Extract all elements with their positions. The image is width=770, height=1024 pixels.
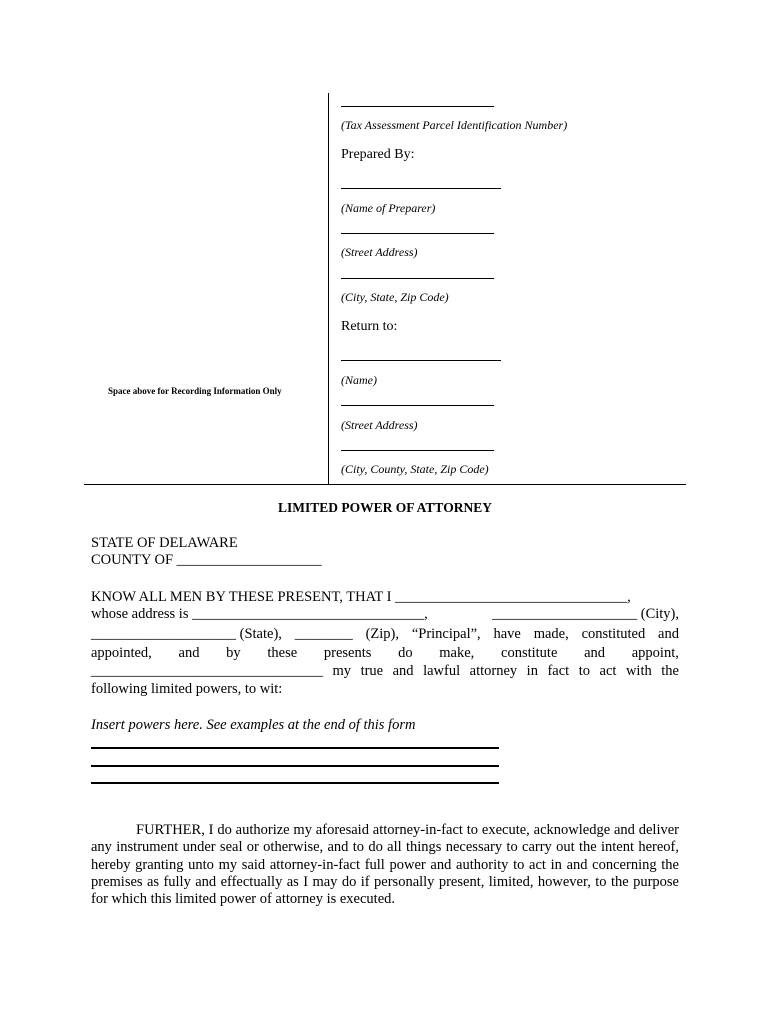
address-line-part: whose address is ________________________________, (91, 606, 428, 622)
word: by (226, 645, 241, 661)
preparer-street-label: (Street Address) (341, 245, 418, 259)
following-powers-line: following limited powers, to wit: (91, 681, 283, 697)
word: attorney (469, 663, 518, 679)
document-title: LIMITED POWER OF ATTORNEY (278, 500, 492, 515)
word: true (360, 663, 384, 679)
word: the (661, 663, 679, 679)
word: make, (439, 645, 475, 661)
word: ________ (294, 626, 353, 642)
word: fact (547, 663, 570, 679)
address-line (91, 606, 679, 623)
word: my (332, 663, 352, 679)
word: and (392, 663, 414, 679)
word: and (178, 645, 200, 661)
word: constituted (581, 626, 646, 642)
word: ________________________________ (91, 663, 323, 679)
recording-block-bottom-rule (84, 484, 686, 485)
word: appoint, (631, 645, 679, 661)
return-street-blank[interactable] (341, 405, 494, 406)
word: these (267, 645, 298, 661)
preparer-city-blank[interactable] (341, 278, 494, 279)
preparer-name-blank[interactable] (341, 188, 501, 189)
return-street-label: (Street Address) (341, 418, 418, 432)
word: in (526, 663, 538, 679)
word: ____________________ (State), (91, 626, 282, 642)
parcel-number-label: (Tax Assessment Parcel Identification Number) (341, 118, 568, 132)
powers-entry-line-1[interactable] (91, 747, 499, 749)
word: and (658, 626, 679, 642)
return-city-blank[interactable] (341, 450, 494, 451)
insert-powers-instruction: Insert powers here. See examples at the end of this form (91, 717, 416, 733)
state-zip-line (91, 626, 679, 643)
preparer-city-label: (City, State, Zip Code) (341, 290, 449, 304)
return-city-label: (City, County, State, Zip Code) (341, 462, 489, 476)
further-paragraph: FURTHER, I do authorize my aforesaid attorney-in-fact to execute, acknowledge and deliver any instrument under seal or otherwise, and to do all things necessary to carry out the intent hereof, hereby granting unto my said attorney-in-fact full power and authority to act in and concerning the premises as fully and effectually as I may do if personally present, limited, however, to the purpose for which this limited power of attorney is executed. (91, 822, 679, 908)
word: have (493, 626, 521, 642)
prepared-by-heading: Prepared By: (341, 147, 415, 162)
attorney-line (91, 663, 679, 680)
address-line-city: ____________________ (City), (492, 606, 679, 622)
preparer-name-label: (Name of Preparer) (341, 201, 436, 215)
return-to-heading: Return to: (341, 319, 398, 334)
return-name-label: (Name) (341, 373, 377, 387)
powers-entry-line-3[interactable] (91, 782, 499, 784)
recording-block-divider (328, 93, 329, 485)
word: “Principal”, (411, 626, 481, 642)
word: do (398, 645, 413, 661)
state-line: STATE OF DELAWARE (91, 535, 238, 551)
word: with (625, 663, 652, 679)
word: lawful (423, 663, 461, 679)
county-line: COUNTY OF ____________________ (91, 552, 322, 568)
know-all-men-line: KNOW ALL MEN BY THESE PRESENT, THAT I ________________________________, (91, 589, 631, 605)
recording-space-note: Space above for Recording Information Only (108, 386, 282, 396)
word: and (584, 645, 606, 661)
word: appointed, (91, 645, 152, 661)
word: constitute (501, 645, 558, 661)
appointed-line (91, 645, 679, 662)
word: (Zip), (365, 626, 399, 642)
word: presents (323, 645, 372, 661)
word: act (599, 663, 617, 679)
word: to (578, 663, 590, 679)
preparer-street-blank[interactable] (341, 233, 494, 234)
return-name-blank[interactable] (341, 360, 501, 361)
parcel-number-blank[interactable] (341, 106, 494, 107)
word: made, (533, 626, 569, 642)
powers-entry-line-2[interactable] (91, 765, 499, 767)
